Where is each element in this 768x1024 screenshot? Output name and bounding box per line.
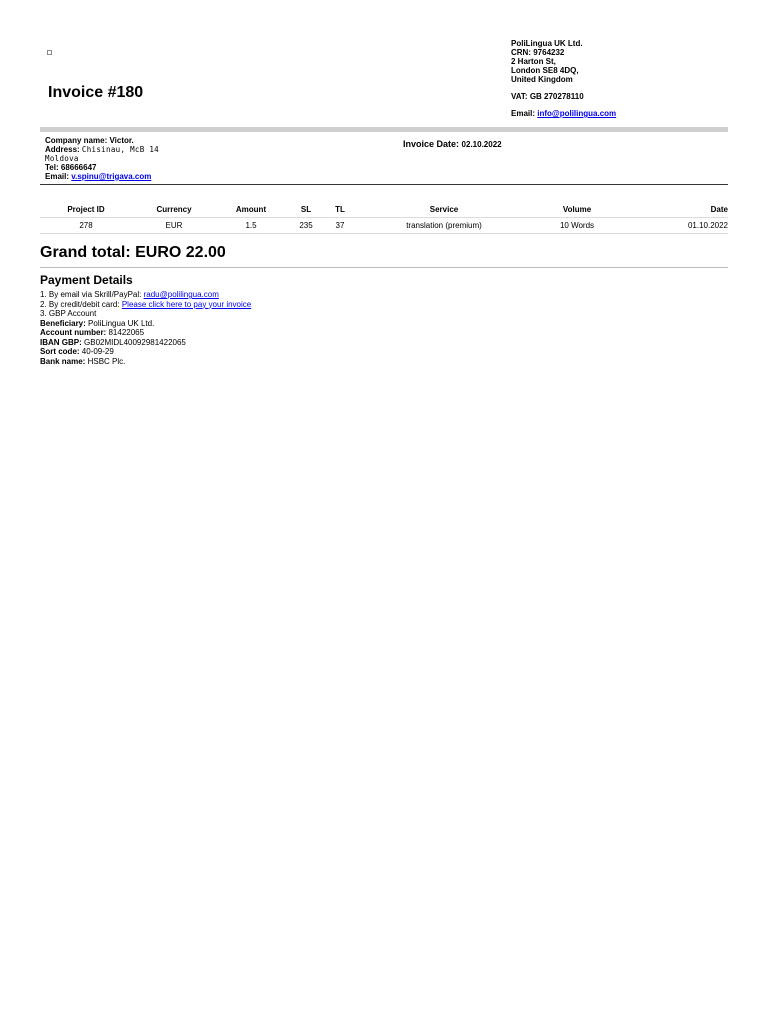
pay-invoice-link[interactable]: Please click here to pay your invoice [121,299,252,309]
company-country: United Kingdom [511,75,573,84]
payment-details-title: Payment Details [40,273,133,287]
payment-line-3: 3. GBP Account [40,309,97,318]
logo-placeholder-icon [47,50,52,55]
header-volume: Volume [562,204,592,214]
client-email-line [45,172,159,181]
client-info [45,136,159,181]
sort-code-value: 40-09-29 [81,347,114,356]
client-tel-line [45,163,159,172]
company-info [511,39,616,118]
client-email-link[interactable]: v.spinu@trigava.com [71,172,152,181]
bank-name-line [40,357,251,367]
header-tl: TL [335,204,345,214]
iban-value: GB02MIDL40092981422065 [84,337,186,347]
cell-date: 01.10.2022 [620,218,728,234]
iban-label: IBAN GBP: [40,337,82,347]
iban-line [40,338,251,348]
bank-name-value: HSBC Plc. [87,356,126,366]
payment-line-1 [40,290,251,300]
invoice-date-value: 02.10.2022 [461,140,502,149]
sort-code-line [40,347,251,357]
cell-service: translation (premium) [354,218,534,234]
company-vat: VAT: GB 270278110 [511,92,584,101]
beneficiary-value: PoliLingua UK Ltd. [88,318,155,328]
header-service: Service [429,204,459,214]
cell-currency: EUR [132,218,216,234]
cell-volume: 10 Words [534,218,620,234]
header-date: Date [710,204,728,214]
beneficiary-line [40,319,251,329]
cell-project-id: 278 [40,218,132,234]
header-sl: SL [300,204,312,214]
company-email-label: Email: [511,109,536,118]
account-number-value: 81422065 [108,328,145,337]
table-header-row [40,202,728,218]
invoice-title: Invoice #180 [48,84,144,101]
cell-amount: 1.5 [216,218,286,234]
company-crn: CRN: 9764232 [511,48,565,57]
payment-line-2 [40,300,251,310]
client-company-line [45,136,159,145]
beneficiary-label: Beneficiary: [40,318,86,328]
account-number-label: Account number: [40,328,107,337]
company-street: 2 Harton St, [511,57,556,66]
invoice-date [403,139,502,149]
client-tel-label: Tel: [45,163,59,172]
header-currency: Currency [156,204,192,214]
client-company-value: Victor. [109,136,134,145]
grand-total: Grand total: EURO 22.00 [40,244,226,261]
client-address-label: Address: [45,145,80,154]
cell-sl: 235 [286,218,326,234]
bank-name-label: Bank name: [40,356,86,366]
account-number-line [40,328,251,338]
total-divider [40,267,728,268]
company-email-link[interactable]: info@polilingua.com [537,109,617,118]
payment-details [40,273,251,366]
cell-tl: 37 [326,218,354,234]
client-email-label: Email: [45,172,70,181]
payment-email-link[interactable]: radu@polilingua.com [143,290,219,299]
company-name: PoliLingua UK Ltd. [511,39,583,48]
client-address-line2: Moldova [45,154,79,163]
header-divider [40,127,728,132]
line-items-table [40,202,728,234]
client-company-label: Company name: [45,136,108,145]
payment-line-2-text: 2. By credit/debit card: [40,299,120,309]
client-address-value: Chisinau, McB 14 [81,145,159,154]
company-email-line [511,109,616,118]
invoice-date-label: Invoice Date: [403,139,460,149]
payment-line-1-text: 1. By email via Skrill/PayPal: [40,290,142,299]
client-divider [40,184,728,185]
sort-code-label: Sort code: [40,347,80,356]
header-project-id: Project ID [67,204,105,214]
client-address-line [45,145,159,154]
client-tel-value: 68666647 [60,163,97,172]
header-amount: Amount [235,204,267,214]
company-city: London SE8 4DQ, [511,66,579,75]
table-row [40,218,728,234]
